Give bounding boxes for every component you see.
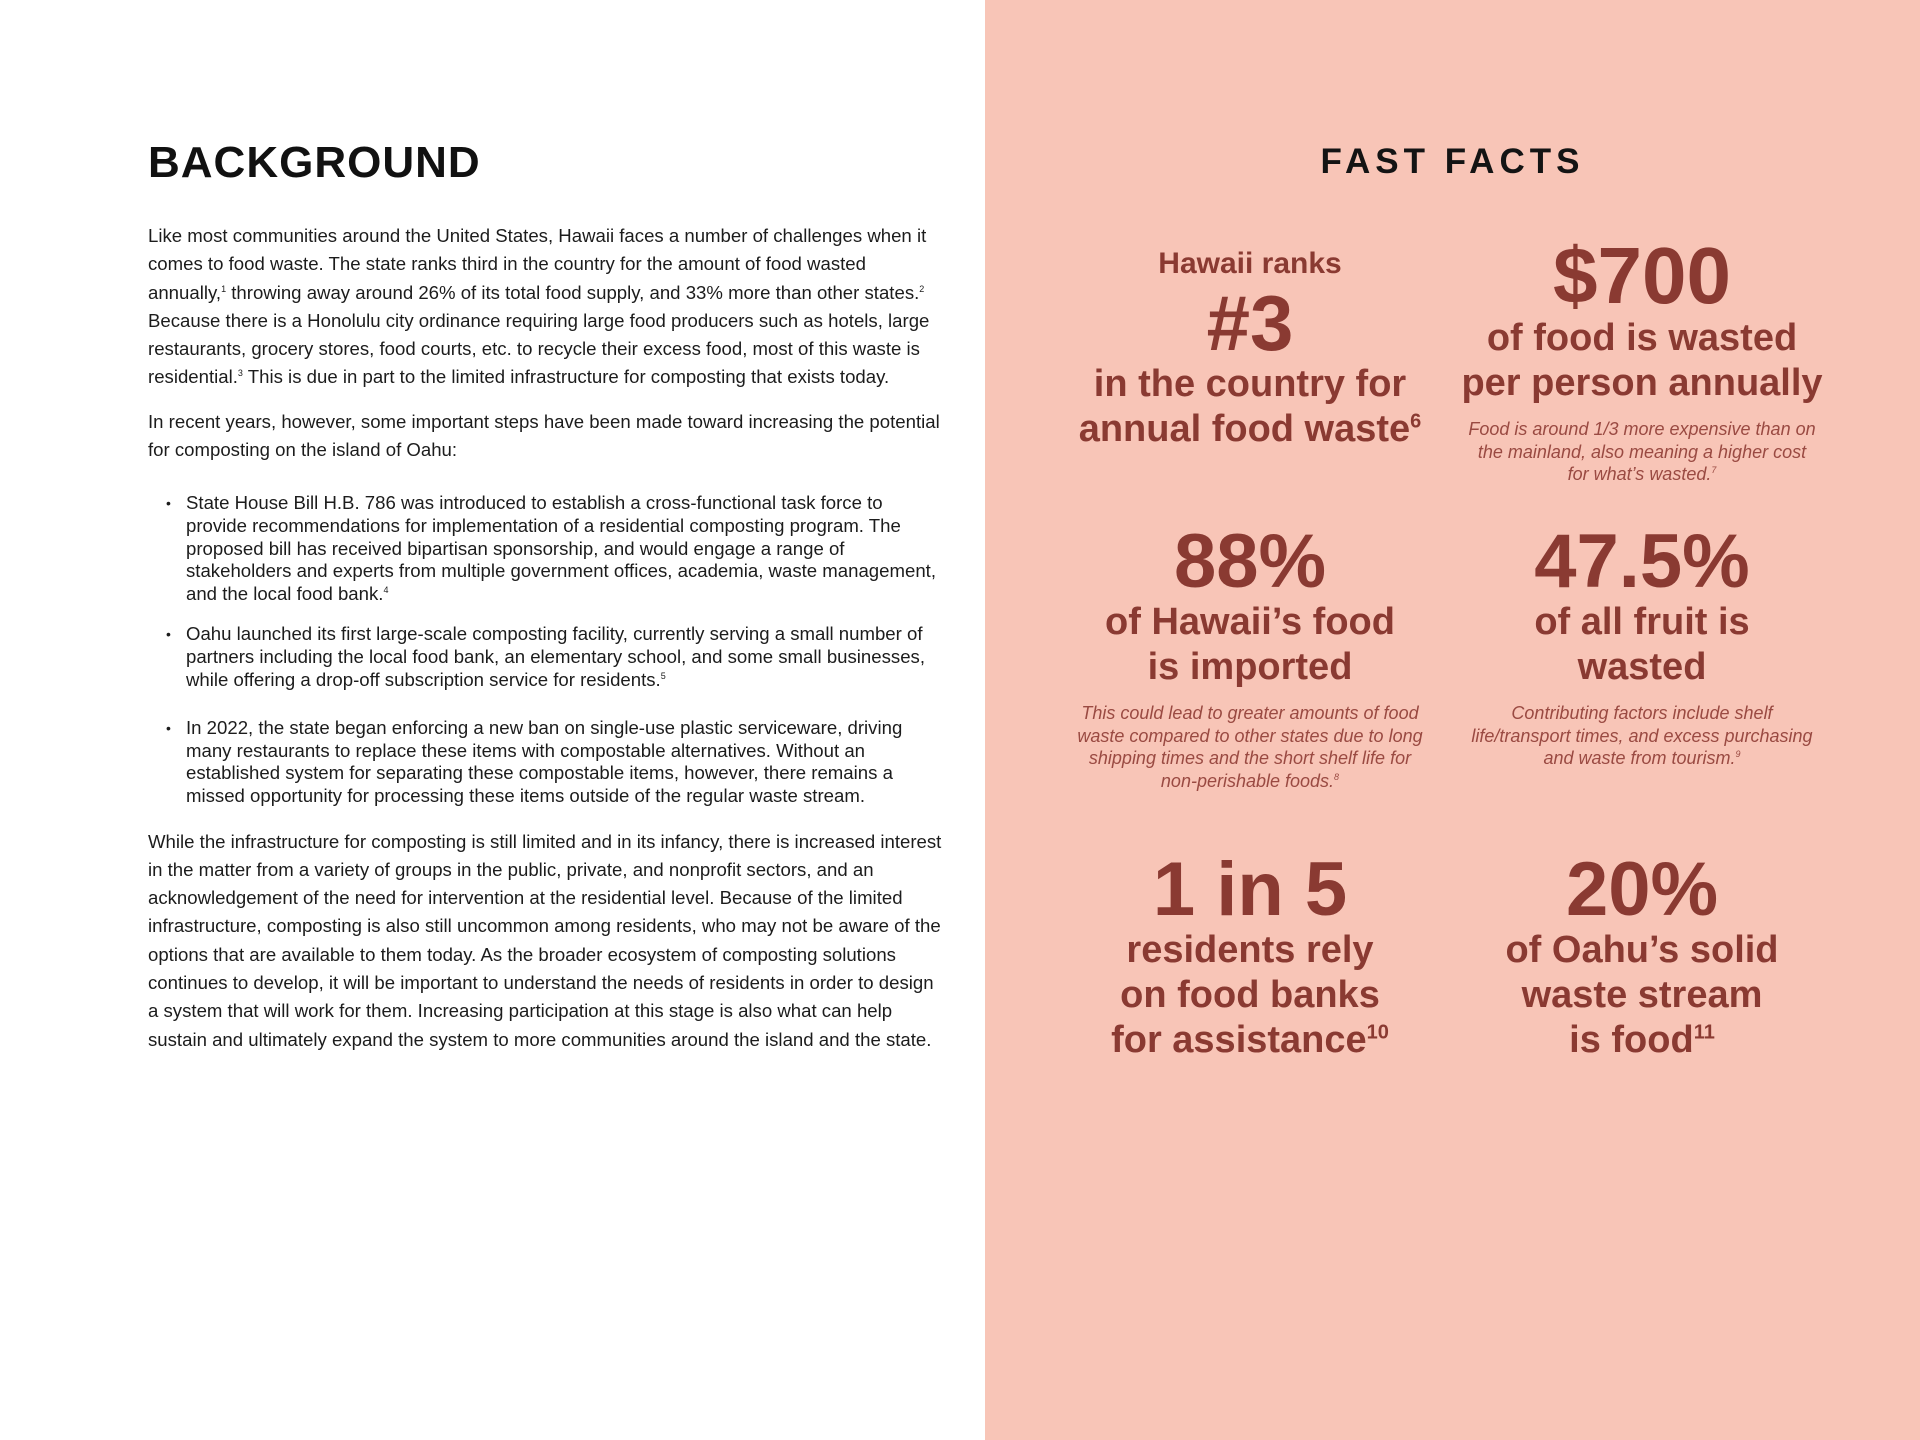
footnote-ref: 8 [1334,771,1340,782]
steps-list [148,492,948,807]
footnote-ref: 10 [1366,1021,1389,1044]
list-item: • Oahu launched its first large-scale composting facility, currently serving a small number of partners including the local food bank, an elementary school, and some small businesses, while offering a drop-off subscription service for residents.$^5$ [166,623,926,690]
fact-solid-waste-value: 20% [1565,847,1719,932]
background-title: BACKGROUND [148,138,481,187]
background-body [148,222,948,1070]
footnote-ref: 4 [383,584,389,595]
footnote-ref: 1 [221,283,227,294]
footnote-ref: 11 [1693,1021,1715,1044]
fact-imported-value: 88% [1173,519,1327,604]
list-item: • State House Bill H.B. 786 was introduced to establish a cross-functional task force to provide recommendations for implementation of a residential composting program. The proposed bill has received bipartisan sponsorship, and would engage a range of stakeholders and experts from multiple government offices, academia, waste management, and the local food bank.$^4$ [166,492,936,604]
list-item: • In 2022, the state began enforcing a new ban on single-use plastic serviceware, driving many restaurants to replace these items with compostable alternatives. Without an established system for separating these compostable items, however, there remains a missed opportunity for processing these items outside of the regular waste stream. [166,717,903,806]
footnote-ref: 5 [660,670,666,681]
background-paragraph-3: While the infrastructure for composting is still limited and in its infancy, there is increased interest in the matter from a variety of groups in the public, private, and nonprofit sectors, and an acknowledgement of the need for intervention at the residential level. Because of the limited infrastructure, composting is also still uncommon among residents, who may not be aware of the options that are available to them today. As the broader ecosystem of composting solutions continues to develop, it will be important to understand the needs of residents in order to design a system that will work for them. Increasing participation at this stage is also what can help sustain and ultimately expand the system to more communities around the island and the state. [148,830,942,1050]
fact-food-banks: 1 in 5 residents rely on food banks for assistance$^{10}$ [1055,852,1445,1063]
fact-fruit: 47.5% of all fruit is wasted Contributing factors include shelf life/transport times, and excess purchasing and waste from tourism.$^9$ [1447,524,1837,770]
fact-rank: Hawaii ranks #3 in the country for annual food waste$^6$ [1055,246,1445,452]
footnote-ref: 2 [919,283,925,294]
fast-facts-title: FAST FACTS [1320,142,1585,181]
bullet-icon: • [166,495,171,512]
fact-rank-value: #3 [1206,279,1294,367]
footnote-ref: 9 [1735,749,1741,759]
fact-waste-cost: $700 of food is wasted per person annually Food is around 1/3 more expensive than on the mainland, also meaning a higher cost for what’s wasted.$^7$ [1447,236,1837,486]
bullet-icon: • [166,720,171,737]
footnote-ref: 6 [1410,410,1422,433]
footnote-ref: 3 [237,368,243,379]
background-paragraph-2: In recent years, however, some important steps have been made toward increasing the potential for composting on the island of Oahu: [148,410,940,461]
fact-food-banks-value: 1 in 5 [1152,847,1348,932]
fact-solid-waste: 20% of Oahu’s solid waste stream is food$^{11}$ [1447,852,1837,1063]
fact-fruit-value: 47.5% [1534,519,1750,604]
background-paragraph-1: Like most communities around the United States, Hawaii faces a number of challenges when it comes to food waste. The state ranks third in the country for the amount of food wasted annually,$^1$ throwing away around 26% of its total food supply, and 33% more than other states.$^2$ Because there is a Honolulu city ordinance requiring large food producers such as hotels, large restaurants, grocery stores, food courts, etc. to recycle their excess food, most of this waste is residential.$^3$ This is due in part to the limited infrastructure for composting that exists today. [148,225,930,388]
footnote-ref: 7 [1711,465,1717,475]
fact-waste-cost-value: $700 [1553,231,1731,320]
fact-imported: 88% of Hawaii’s food is imported This could lead to greater amounts of food waste compared to other states due to long shipping times and the short shelf life for non-perishable foods.$^8$ [1055,524,1445,792]
bullet-icon: • [166,626,171,643]
